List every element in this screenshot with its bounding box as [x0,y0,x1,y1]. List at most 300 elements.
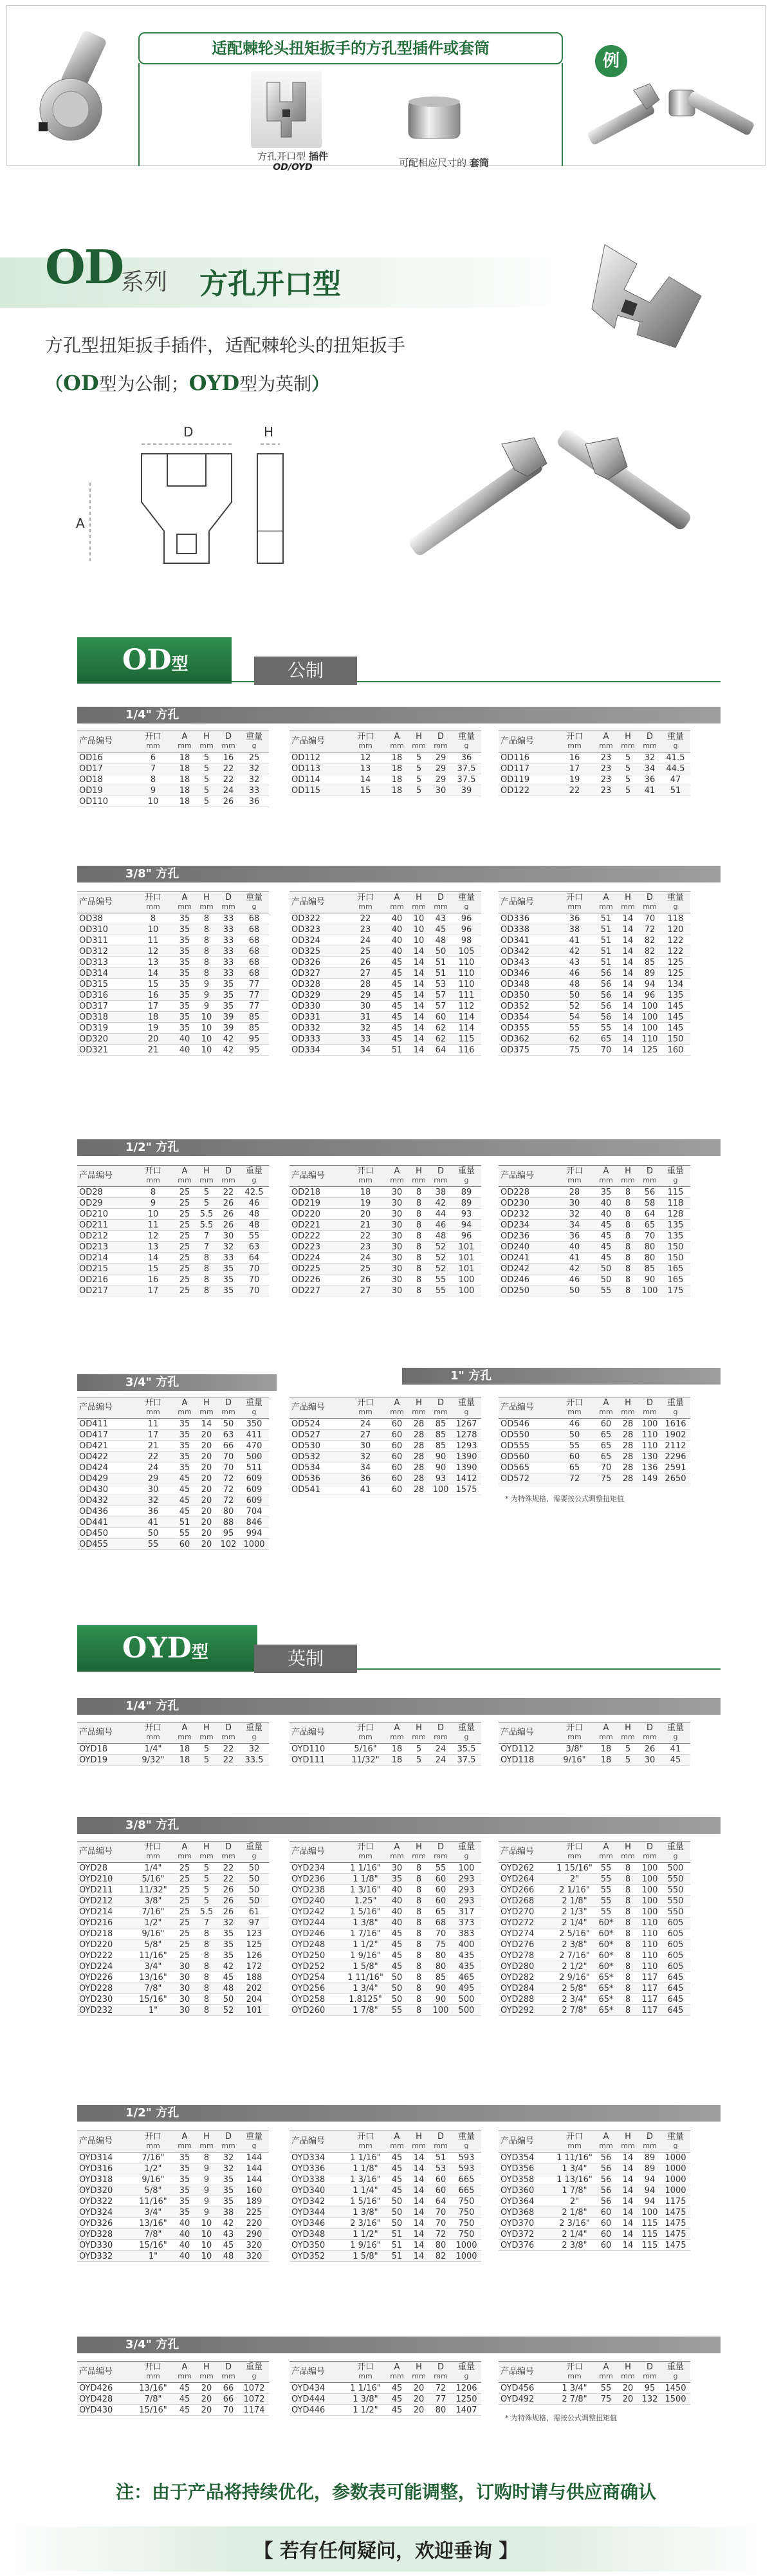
column-header: 产品编号 [499,1722,554,1744]
table-row [499,1473,690,1484]
table-cell: OYD211 [77,1885,133,1896]
table-cell: 5 [196,1198,217,1209]
table-cell: 28 [617,1419,639,1430]
column-header: 开口 mm [133,1397,174,1419]
table-cell: 550 [661,1874,690,1885]
dimension-drawing [71,425,315,579]
table-cell: 100 [639,1907,661,1918]
column-header: D mm [430,2362,452,2383]
table-cell: 8 [408,1994,430,2005]
table-cell: 750 [452,2196,481,2207]
table-cell: 1412 [452,1473,481,1484]
column-header: 重量 g [239,1722,269,1744]
table-cell: 63 [217,1430,239,1441]
table-cell: 45 [661,1755,690,1766]
table-cell: 605 [661,1939,690,1950]
table-row [77,1023,269,1034]
table-cell: 21 [133,1441,174,1451]
table-cell: 10 [133,796,174,807]
table-row [499,2218,690,2229]
table-cell: 9 [196,2174,217,2185]
column-header: H mm [617,1166,639,1187]
table-cell: 1407 [452,2405,481,2416]
column-header: A mm [386,1722,408,1744]
table-cell: 8 [196,1939,217,1950]
table-cell: 25 [174,1896,196,1907]
table-cell: 45 [595,1231,617,1242]
table-cell: 8 [408,1220,430,1231]
table-cell: 110 [639,1939,661,1950]
table-cell: 28 [554,1187,595,1198]
table-row [499,2152,690,2163]
table-cell: 35 [174,2174,196,2185]
table-cell: 2 3/4" [554,1994,595,2005]
table-cell: 66 [217,1441,239,1451]
table-cell: 45 [217,1972,239,1983]
table-cell: 35.5 [452,1744,481,1755]
table-cell: 2 5/16" [554,1928,595,1939]
table-cell: 18 [595,1744,617,1755]
table-cell: 32 [554,1209,595,1220]
table-cell: 75 [554,1045,595,1056]
column-header: 重量 g [452,892,481,913]
open-end-insert-icon [261,76,312,140]
table-cell: 60 [595,2240,617,2251]
table-row [499,1441,690,1451]
table-row [77,1473,269,1484]
table-row [77,1896,269,1907]
table-row [290,1462,481,1473]
table-cell: 42.5 [239,1187,269,1198]
table-cell: 72 [217,1495,239,1506]
table-cell: OYD330 [77,2240,133,2251]
table-cell: 110 [452,979,481,990]
table-cell: OYD314 [77,2152,133,2163]
table-cell: 605 [661,1950,690,1961]
oyd-section-tag: 英制 [254,1645,357,1673]
subsection-header: 1/4" 方孔 [77,1698,721,1715]
table-cell: 5.5 [196,1209,217,1220]
table-cell: OD330 [290,1001,345,1012]
table-cell: 14 [617,1045,639,1056]
table-cell: 5 [196,774,217,785]
column-header: D mm [639,1722,661,1744]
table-cell: 28 [408,1430,430,1441]
table-row [499,1242,690,1253]
table-cell: 60 [430,2174,452,2185]
table-cell: 122 [661,946,690,957]
table-row [499,1994,690,2005]
table-cell: 8 [408,1863,430,1874]
table-cell: 26 [217,1885,239,1896]
table-cell: 37.5 [452,1755,481,1766]
column-header: D mm [430,731,452,752]
table-cell: OD218 [290,1187,345,1198]
table-row [499,1896,690,1907]
table-cell: 45 [386,957,408,968]
table-cell: 500 [452,2005,481,2016]
table-cell: 1 7/8" [345,2005,386,2016]
table-row [499,1885,690,1896]
table-cell: OD320 [77,1034,133,1045]
table-cell: 2 1/8" [554,2207,595,2218]
table-cell: 60 [595,2229,617,2240]
table-cell: 150 [661,1242,690,1253]
table-cell: OD250 [499,1285,554,1296]
table-cell: OD318 [77,1012,133,1023]
table-cell: 100 [639,1023,661,1034]
column-header: A mm [386,731,408,752]
table-cell: 550 [661,1885,690,1896]
table-cell: 80 [639,1253,661,1264]
table-cell: 5 [617,1755,639,1766]
column-header: D mm [639,2131,661,2152]
table-cell: 117 [639,1983,661,1994]
table-cell: 25 [345,1264,386,1274]
table-cell: OD430 [77,1484,133,1495]
table-cell: 8 [408,1972,430,1983]
column-header: A mm [595,1842,617,1863]
table-cell: 30 [345,1441,386,1451]
table-row [77,1451,269,1462]
table-cell: 29 [345,990,386,1001]
table-cell: 5 [617,763,639,774]
table-cell: 40 [174,2240,196,2251]
table-cell: 1/4" [133,1863,174,1874]
table-cell: OYD19 [77,1755,133,1766]
table-row [77,1441,269,1451]
table-cell: 18 [386,1755,408,1766]
column-header: D mm [639,1166,661,1187]
table-cell: 5 [196,1874,217,1885]
table-cell: 29 [430,752,452,763]
table-cell: 80 [217,1506,239,1517]
table-row [290,1451,481,1462]
table-cell: 52 [430,1242,452,1253]
table-cell: OD326 [290,957,345,968]
table-cell: 1 3/16" [345,2174,386,2185]
table-cell: 189 [239,2196,269,2207]
table-cell: 45 [174,1495,196,1506]
table-cell: 8 [196,968,217,979]
table-cell: 1 3/4" [345,1983,386,1994]
table-cell: 1 13/16" [554,2174,595,2185]
table-cell: 18 [386,785,408,796]
table-cell: OD236 [499,1231,554,1242]
table-cell: 2 1/2" [554,1961,595,1972]
table-row [290,1994,481,2005]
table-row [77,2218,269,2229]
table-cell: 65 [595,1034,617,1045]
table-cell: 18 [386,763,408,774]
table-cell: 8 [408,1874,430,1885]
table-cell: OD115 [290,785,345,796]
column-header: 开口 mm [133,2131,174,2152]
table-row [290,2383,481,2394]
table-cell: 17 [554,763,595,774]
table-row [77,1198,269,1209]
table-cell: 28 [617,1441,639,1451]
table-cell: 20 [133,1034,174,1045]
table-cell: 45 [386,968,408,979]
table-cell: OYD28 [77,1863,133,1874]
table-cell: 1 11/16" [554,2152,595,2163]
column-header: A mm [595,1722,617,1744]
table-cell: 32 [239,1744,269,1755]
table-cell: 35 [174,913,196,924]
table-cell: 28 [408,1441,430,1451]
spec-table [290,2361,481,2416]
table-cell: 1 3/4" [554,2383,595,2394]
column-header: 重量 g [661,1842,690,1863]
table-cell: 5 [617,752,639,763]
table-cell: OYD428 [77,2394,133,2405]
column-header: D mm [217,1397,239,1419]
table-cell: 5 [617,785,639,796]
table-cell: 55 [386,2005,408,2016]
table-cell: 56 [595,2163,617,2174]
table-cell: 11/32" [133,1885,174,1896]
table-cell: 50 [217,1994,239,2005]
table-cell: 8 [196,1983,217,1994]
column-header: 重量 g [452,1842,481,1863]
column-header: D mm [430,1397,452,1419]
table-row [290,2196,481,2207]
column-header: 重量 g [452,1397,481,1419]
table-cell: 20 [196,2394,217,2405]
table-cell: 30 [386,1264,408,1274]
table-cell: 8 [196,957,217,968]
table-row [499,1430,690,1441]
table-cell: 10 [196,2218,217,2229]
table-cell: 1 1/2" [345,1939,386,1950]
table-cell: 9/16" [554,1755,595,1766]
table-cell: 26 [345,1274,386,1285]
table-cell: 1 1/16" [345,2152,386,2163]
table-cell: OYD326 [77,2218,133,2229]
column-header: 重量 g [661,731,690,752]
table-cell: OD226 [290,1274,345,1285]
table-cell: 8 [408,1187,430,1198]
table-cell: 5.5 [196,1907,217,1918]
table-cell: 609 [239,1473,269,1484]
table-cell: 9/32" [133,1755,174,1766]
table-cell: 35 [174,946,196,957]
table-cell: 8 [617,1264,639,1274]
table-cell: 605 [661,1918,690,1928]
column-header: 产品编号 [77,731,133,752]
table-cell: 70 [239,1264,269,1274]
table-cell: 48 [239,1220,269,1231]
table-cell: 8 [408,1198,430,1209]
table-cell: 25 [174,1874,196,1885]
table-row [290,1874,481,1885]
column-header: D mm [217,1166,239,1187]
table-cell: 65* [595,1983,617,1994]
table-cell: 70 [217,1462,239,1473]
table-cell: OYD278 [499,1950,554,1961]
column-header: 开口 mm [345,892,386,913]
table-cell: 20 [617,2394,639,2405]
table-cell: 35 [174,1462,196,1473]
table-cell: 25 [174,1253,196,1264]
table-cell: 101 [452,1253,481,1264]
table-cell: 60 [430,1885,452,1896]
column-header: 开口 mm [345,1722,386,1744]
table-row [499,1874,690,1885]
table-cell: 8 [617,1928,639,1939]
table-cell: 126 [239,1950,269,1961]
table-cell: 100 [639,1885,661,1896]
table-row [499,1863,690,1874]
table-cell: OYD212 [77,1896,133,1907]
table-cell: 60 [430,1874,452,1885]
table-row [77,1274,269,1285]
column-header: A mm [595,1166,617,1187]
table-cell: 42 [554,946,595,957]
table-cell: 89 [639,2163,661,2174]
table-cell: OD210 [77,1209,133,1220]
table-cell: 8 [196,1972,217,1983]
table-cell: OD225 [290,1264,345,1274]
table-cell: OD319 [77,1023,133,1034]
table-cell: 2 1/3" [554,1907,595,1918]
table-cell: 14 [617,924,639,935]
table-row [499,1220,690,1231]
table-cell: 8 [196,1994,217,2005]
table-cell: 60 [430,2185,452,2196]
table-cell: 1 3/8" [345,1918,386,1928]
table-cell: OD441 [77,1517,133,1528]
column-header: 产品编号 [77,2362,133,2383]
table-cell: 1267 [452,1419,481,1430]
table-cell: OD411 [77,1419,133,1430]
table-cell: 26 [217,1907,239,1918]
table-cell: 14 [617,2229,639,2240]
table-cell: 14 [408,2185,430,2196]
table-cell: 22 [217,1187,239,1198]
table-cell: 57 [430,1001,452,1012]
column-header: H mm [408,2131,430,2152]
table-cell: 45 [386,1961,408,1972]
table-cell: OD429 [77,1473,133,1484]
table-cell: 32 [345,1451,386,1462]
table-cell: 33 [239,785,269,796]
table-row [290,1285,481,1296]
table-cell: 60 [386,1473,408,1484]
table-row [290,1863,481,1874]
table-cell: OD328 [290,979,345,990]
table-cell: 45 [386,2163,408,2174]
table-cell: 14 [408,979,430,990]
table-cell: 25 [174,1187,196,1198]
table-cell: 118 [661,913,690,924]
table-cell: 72 [217,1473,239,1484]
table-cell: 2 3/8" [554,2240,595,2251]
table-cell: OYD272 [499,1918,554,1928]
table-cell: 117 [639,1994,661,2005]
table-cell: 435 [452,1950,481,1961]
table-cell: 150 [661,1034,690,1045]
spec-table [290,1165,481,1296]
table-cell: OYD340 [290,2185,345,2196]
table-cell: 24 [133,1462,174,1473]
table-row [77,1430,269,1441]
column-header: H mm [196,1842,217,1863]
column-header: H mm [196,2362,217,2383]
table-cell: 128 [661,1209,690,1220]
table-cell: 60* [595,1961,617,1972]
column-header: H mm [196,892,217,913]
table-cell: 11 [133,1419,174,1430]
table-cell: 8 [133,913,174,924]
table-cell: 51 [430,2152,452,2163]
table-cell: 35 [217,1950,239,1961]
table-cell: 18 [174,1755,196,1766]
table-row [77,1885,269,1896]
table-cell: 32 [217,2152,239,2163]
special-spec-note: * 为特殊规格，需要按公式调整扭矩值 [505,1495,624,1503]
column-header: 开口 mm [345,1397,386,1419]
table-cell: 118 [661,1198,690,1209]
table-row [290,2152,481,2163]
table-cell: 26 [639,1744,661,1755]
table-cell: 14 [617,968,639,979]
column-header: 开口 mm [133,1842,174,1863]
table-cell: 114 [452,1012,481,1023]
table-cell: 50 [133,1528,174,1539]
table-row [77,1928,269,1939]
table-cell: 55 [595,1863,617,1874]
table-cell: OD241 [499,1253,554,1264]
column-header: A mm [386,2362,408,2383]
column-header: 开口 mm [133,1166,174,1187]
table-cell: OYD236 [290,1874,345,1885]
footer-contact: 【 若有任何疑问，欢迎垂询 】 [253,2540,519,2562]
table-cell: 53 [430,2163,452,2174]
table-cell: 5 [196,1744,217,1755]
column-header: A mm [386,2131,408,2152]
table-cell: 32 [345,1023,386,1034]
table-cell: 1 5/8" [345,1961,386,1972]
subsection-header: 3/8" 方孔 [77,866,721,882]
table-cell: 320 [239,2251,269,2262]
table-row [290,1023,481,1034]
table-cell: OYD434 [290,2383,345,2394]
table-cell: 95 [239,1034,269,1045]
column-header: 重量 g [452,2131,481,2152]
table-row [77,990,269,1001]
table-cell: OYD372 [499,2229,554,2240]
column-header: D mm [217,2131,239,2152]
table-cell: 35 [217,1274,239,1285]
table-cell: 293 [452,1874,481,1885]
insert-caption: 方孔开口型 插件 [257,151,328,162]
table-cell: 116 [452,1045,481,1056]
table-cell: 500 [661,1863,690,1874]
table-cell: OD228 [499,1187,554,1198]
table-cell: 11 [133,935,174,946]
table-cell: 9/16" [133,1928,174,1939]
table-row [499,2174,690,2185]
table-cell: 82 [430,2251,452,2262]
table-cell: 65* [595,1994,617,2005]
table-cell: 17 [133,1285,174,1296]
column-header: 产品编号 [499,892,554,913]
table-cell: OD110 [77,796,133,807]
subsection-header: 3/4" 方孔 [77,2337,721,2353]
table-cell: 51 [430,968,452,979]
